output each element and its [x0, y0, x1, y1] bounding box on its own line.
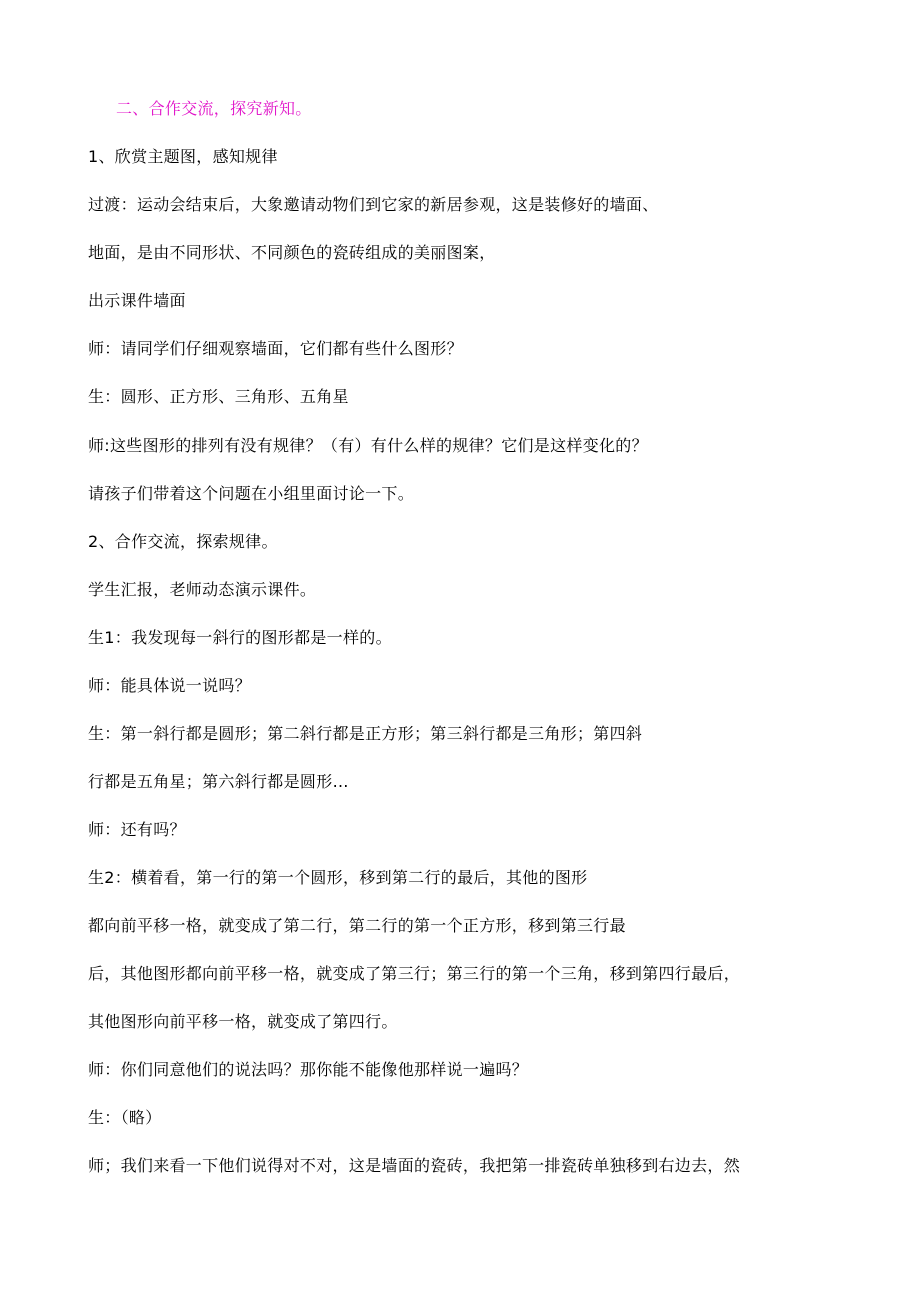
dialogue-line: 生1：我发现每一斜行的图形都是一样的。 [88, 628, 392, 647]
dialogue-line: 生：（略） [88, 1108, 162, 1127]
paragraph-line: 学生汇报，老师动态演示课件。 [88, 580, 317, 599]
dialogue-line: 其他图形向前平移一格，就变成了第四行。 [88, 1012, 398, 1031]
dialogue-line: 师；我们来看一下他们说得对不对，这是墙面的瓷砖，我把第一排瓷砖单独移到右边去，然 [88, 1156, 741, 1175]
dialogue-line: 都向前平移一格，就变成了第二行，第二行的第一个正方形，移到第三行最 [88, 916, 626, 935]
dialogue-line: 师:这些图形的排列有没有规律？（有）有什么样的规律？它们是这样变化的？ [88, 436, 648, 455]
dialogue-line: 生2：横着看，第一行的第一个圆形，移到第二行的最后，其他的图形 [88, 868, 588, 887]
dialogue-line: 师：能具体说一说吗？ [88, 676, 252, 695]
paragraph-line: 过渡：运动会结束后，大象邀请动物们到它家的新居参观，这是装修好的墙面、 [88, 195, 659, 214]
dialogue-line: 后，其他图形都向前平移一格，就变成了第三行；第三行的第一个三角，移到第四行最后， [88, 964, 741, 983]
section-heading-prefix: 二、 [116, 99, 149, 118]
paragraph-line: 请孩子们带着这个问题在小组里面讨论一下。 [88, 484, 415, 503]
dialogue-line: 师：你们同意他们的说法吗？那你能不能像他那样说一遍吗？ [88, 1060, 529, 1079]
dialogue-line: 生：圆形、正方形、三角形、五角星 [88, 387, 349, 406]
section-heading-text: 合作交流，探究新知。 [148, 99, 312, 118]
dialogue-line: 行都是五角星；第六斜行都是圆形… [88, 772, 349, 791]
dialogue-line: 生：第一斜行都是圆形；第二斜行都是正方形；第三斜行都是三角形；第四斜 [88, 724, 643, 743]
subheading-1: 1、欣赏主题图，感知规律 [88, 147, 278, 166]
section-heading [116, 97, 312, 121]
paragraph-line: 出示课件墙面 [88, 291, 186, 310]
dialogue-line: 师：还有吗？ [88, 820, 186, 839]
dialogue-line: 师：请同学们仔细观察墙面，它们都有些什么图形？ [88, 339, 463, 358]
paragraph-line: 地面，是由不同形状、不同颜色的瓷砖组成的美丽图案， [88, 243, 496, 262]
subheading-2: 2、合作交流，探索规律。 [88, 532, 278, 551]
